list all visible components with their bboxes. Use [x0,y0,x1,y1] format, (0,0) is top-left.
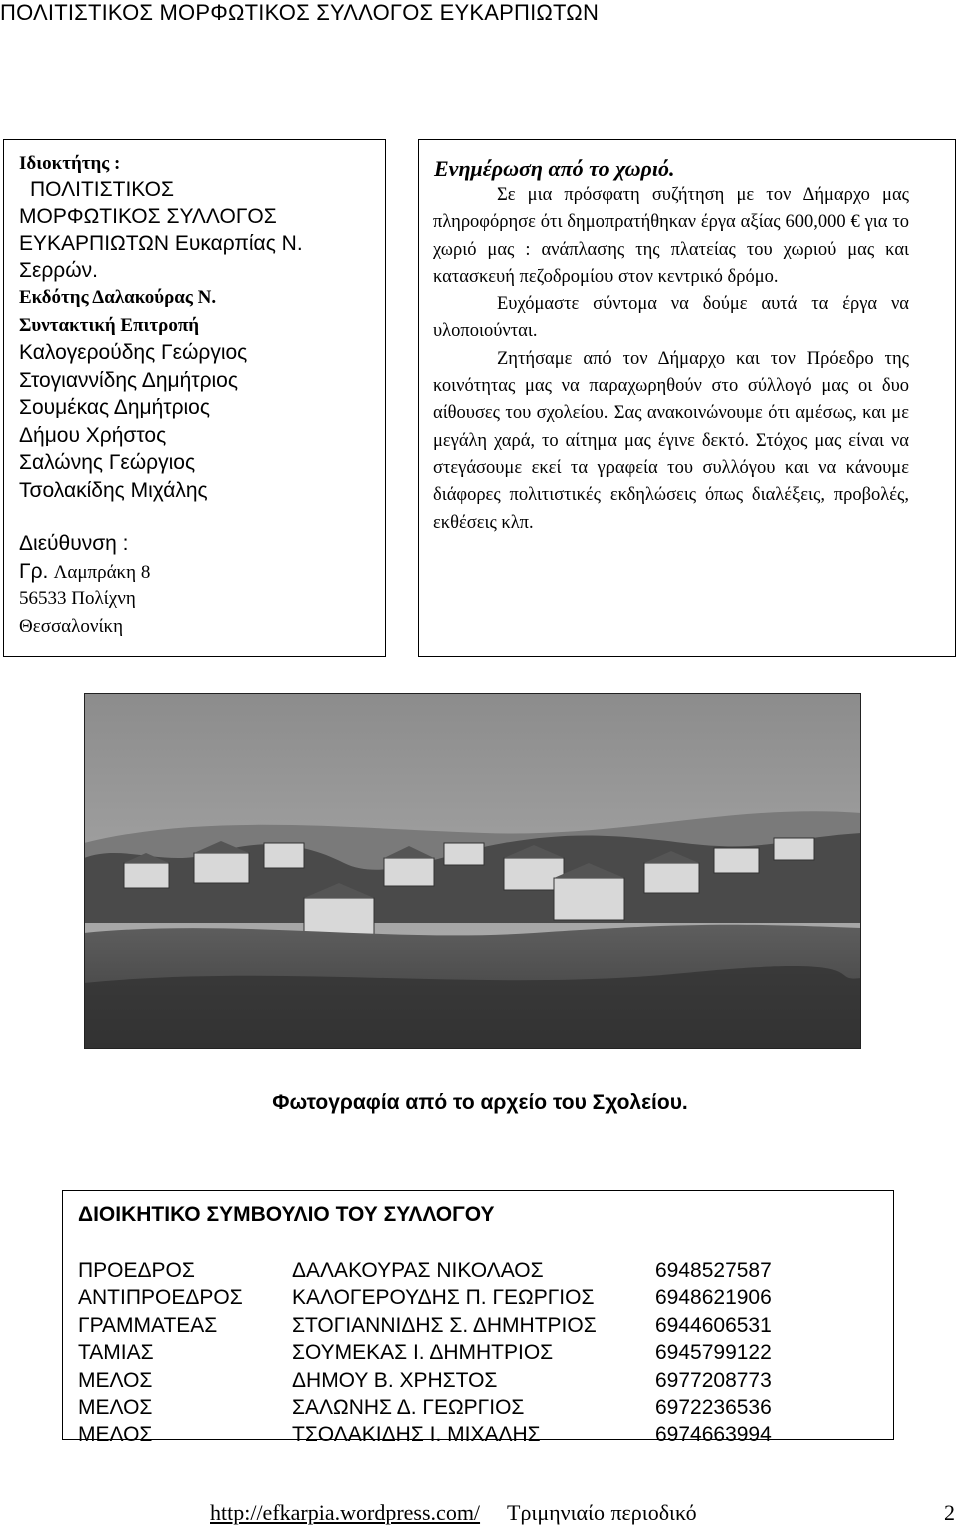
member-name: ΚΑΛΟΓΕΡΟΥΔΗΣ Π. ΓΕΩΡΓΙΟΣ [292,1286,595,1309]
member-phone: 6977208773 [655,1369,772,1392]
committee-member: Καλογερούδης Γεώργιος [19,341,248,364]
publisher-line: Εκδότης Δαλακούρας Ν. [19,287,217,308]
address-street-prefix: Γρ. [19,560,49,583]
news-paragraph: Ευχόμαστε σύντομα να δούμε αυτά τα έργα να υλοποιούνται. [433,294,909,342]
committee-member: Σουμέκας Δημήτριος [19,396,210,419]
committee-label: Συντακτική Επιτροπή [19,315,200,336]
member-role: ΤΑΜΙΑΣ [78,1341,154,1364]
village-photo-image [84,693,861,1049]
member-name: ΣΟΥΜΕΚΑΣ Ι. ΔΗΜΗΤΡΙΟΣ [292,1341,554,1364]
member-phone: 6944606531 [655,1314,772,1337]
committee-member: Στογιαννίδης Δημήτριος [19,369,238,392]
member-role: ΜΕΛΟΣ [78,1396,153,1419]
owner-line: ΜΟΡΦΩΤΙΚΟΣ ΣΥΛΛΟΓΟΣ [19,205,277,228]
address-region: Θεσσαλονίκη [19,616,124,637]
member-role: ΑΝΤΙΠΡΟΕΔΡΟΣ [78,1286,243,1309]
member-role: ΠΡΟΕΔΡΟΣ [78,1259,195,1282]
member-name: ΔΗΜΟΥ Β. ΧΡΗΣΤΟΣ [292,1369,498,1392]
address-city: 56533 Πολίχνη [19,588,136,609]
member-phone: 6948527587 [655,1259,772,1282]
owner-label: Ιδιοκτήτης : [19,153,121,174]
member-name: ΤΣΟΛΑΚΙΔΗΣ Ι. ΜΙΧΑΛΗΣ [292,1423,541,1446]
member-phone: 6948621906 [655,1286,772,1309]
member-role: ΜΕΛΟΣ [78,1423,153,1446]
news-body [433,182,909,537]
committee-member: Σαλώνης Γεώργιος [19,451,196,474]
member-phone: 6974663994 [655,1423,772,1446]
owner-info-box [3,139,386,657]
photo-caption: Φωτογραφία από το αρχείο του Σχολείου. [272,1091,688,1114]
member-role: ΓΡΑΜΜΑΤΕΑΣ [78,1314,218,1337]
owner-line: ΕΥΚΑΡΠΙΩΤΩΝ Ευκαρπίας Ν. [19,232,303,255]
page-footer [0,1500,960,1528]
news-paragraph: Σε μια πρόσφατη συζήτηση με τον Δήμαρχο μας πληροφόρησε ότι δημοπρατήθηκαν έργα αξίας 600,000 € για το χωριό μας : ανάπλασης της πλατείας του χωριού μας και κατασκευή πεζοδρομίου στον κεντρικό δρόμο. [433,185,909,287]
footer-description: Τριμηνιαίο περιοδικό [507,1500,697,1525]
member-name: ΔΑΛΑΚΟΥΡΑΣ ΝΙΚΟΛΑΟΣ [292,1259,544,1282]
news-paragraph: Ζητήσαμε από τον Δήμαρχο και τον Πρόεδρο της κοινότητας μας να παραχωρηθούν στο σύλλογό μας οι δυο αίθουσες του σχολείου. Σας ανακοινώνουμε ότι αμέσως, και με μεγάλη χαρά, το αίτημα μας έγινε δεκτό. Στόχος μας είναι να στεγάσουμε εκεί τα γραφεία του συλλόγου και να κάνουμε διάφορες πολιτιστικές εκδηλώσεις όπως διαλέξεις, προβολές, εκθέσεις κλπ. [433,348,909,533]
address-street-name: Λαμπράκη 8 [53,562,151,583]
address-street [19,559,150,584]
member-name: ΣΑΛΩΝΗΣ Δ. ΓΕΩΡΓΙΟΣ [292,1396,525,1419]
member-phone: 6945799122 [655,1341,772,1364]
footer-url-link[interactable]: http://efkarpia.wordpress.com/ [210,1500,481,1525]
board-title: ΔΙΟΙΚΗΤΙΚΟ ΣΥΜΒΟΥΛΙΟ ΤΟΥ ΣΥΛΛΟΓΟΥ [78,1203,495,1226]
page-number: 2 [944,1500,955,1525]
committee-member: Δήμου Χρήστος [19,424,167,447]
owner-line: Σερρών. [19,259,98,282]
member-phone: 6972236536 [655,1396,772,1419]
address-label: Διεύθυνση : [19,532,129,555]
owner-line: ΠΟΛΙΤΙΣΤΙΚΟΣ [30,178,174,201]
news-box [418,139,956,657]
news-title: Ενημέρωση από το χωριό. [434,156,675,181]
page-header-title: ΠΟΛΙΤΙΣΤΙΚΟΣ ΜΟΡΦΩΤΙΚΟΣ ΣΥΛΛΟΓΟΣ ΕΥΚΑΡΠΙΩΤΩΝ [0,0,600,25]
member-role: ΜΕΛΟΣ [78,1369,153,1392]
board-box [62,1190,894,1446]
committee-member: Τσολακίδης Μιχάλης [19,479,208,502]
member-name: ΣΤΟΓΙΑΝΝΙΔΗΣ Σ. ΔΗΜΗΤΡΙΟΣ [292,1314,597,1337]
village-photograph [84,693,861,1049]
